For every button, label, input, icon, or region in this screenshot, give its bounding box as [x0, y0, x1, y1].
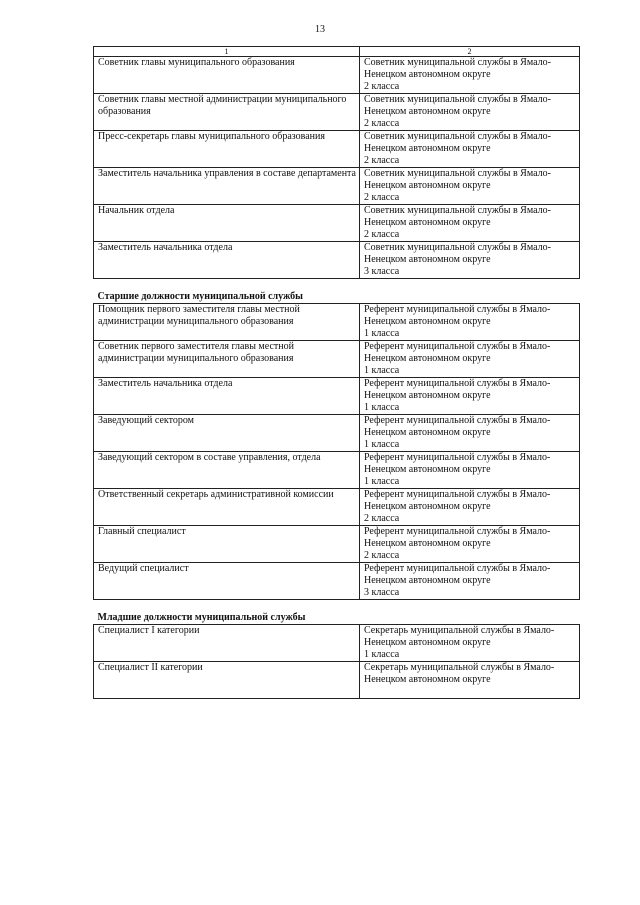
class-grade: 2 класса [364, 118, 400, 129]
class-grade: 2 класса [364, 192, 400, 203]
position-cell: Пресс-секретарь главы муниципального образования [94, 131, 360, 168]
class-grade: 1 класса [364, 439, 400, 450]
rank-cell [360, 415, 580, 452]
rank-text: Советник муниципальной службы в Ямало-Ненецком автономном округе [364, 57, 551, 80]
rank-text: Референт муниципальной службы в Ямало-Ненецком автономном округе [364, 304, 551, 327]
rank-cell [360, 57, 580, 94]
rank-text: Референт муниципальной службы в Ямало-Ненецком автономном округе [364, 341, 551, 364]
rank-cell [360, 452, 580, 489]
position-cell: Помощник первого заместителя главы местной администрации муниципального образования [94, 304, 360, 341]
class-grade: 2 класса [364, 81, 400, 92]
rank-text: Советник муниципальной службы в Ямало-Ненецком автономном округе [364, 131, 551, 154]
rank-cell [360, 131, 580, 168]
section-heading: Старшие должности муниципальной службы [94, 279, 580, 304]
position-cell: Заведующий сектором [94, 415, 360, 452]
class-grade: 3 класса [364, 587, 400, 598]
class-grade: 2 класса [364, 550, 400, 561]
table-row [94, 563, 580, 600]
table-body [94, 57, 580, 699]
class-grade: 3 класса [364, 266, 400, 277]
rank-text: Секретарь муниципальной службы в Ямало-Ненецком автономном округе [364, 625, 555, 648]
rank-cell [360, 304, 580, 341]
table-row [94, 415, 580, 452]
table-row [94, 304, 580, 341]
position-cell: Заместитель начальника отдела [94, 242, 360, 279]
table-row [94, 489, 580, 526]
rank-text: Референт муниципальной службы в Ямало-Ненецком автономном округе [364, 563, 551, 586]
class-grade: 2 класса [364, 155, 400, 166]
class-grade: 1 класса [364, 402, 400, 413]
rank-cell [360, 563, 580, 600]
position-cell: Специалист II категории [94, 662, 360, 699]
rank-cell [360, 205, 580, 242]
section-heading-row [94, 600, 580, 625]
rank-cell [360, 341, 580, 378]
rank-text: Референт муниципальной службы в Ямало-Ненецком автономном округе [364, 452, 551, 475]
rank-cell [360, 94, 580, 131]
column-header: 1 [94, 47, 360, 57]
position-cell: Начальник отдела [94, 205, 360, 242]
column-header-row [94, 47, 580, 57]
rank-text: Референт муниципальной службы в Ямало-Ненецком автономном округе [364, 415, 551, 438]
table-row [94, 452, 580, 489]
position-cell: Советник главы местной администрации муниципального образования [94, 94, 360, 131]
rank-text: Референт муниципальной службы в Ямало-Ненецком автономном округе [364, 526, 551, 549]
position-cell: Заместитель начальника отдела [94, 378, 360, 415]
page-number: 13 [315, 24, 325, 35]
class-grade: 1 класса [364, 649, 400, 660]
position-cell: Ответственный секретарь административной комиссии [94, 489, 360, 526]
class-grade: 2 класса [364, 229, 400, 240]
class-grade: 2 класса [364, 513, 400, 524]
position-cell: Ведущий специалист [94, 563, 360, 600]
table-row [94, 625, 580, 662]
rank-text: Референт муниципальной службы в Ямало-Ненецком автономном округе [364, 489, 551, 512]
rank-cell [360, 168, 580, 205]
rank-text: Советник муниципальной службы в Ямало-Ненецком автономном округе [364, 168, 551, 191]
section-heading-row [94, 279, 580, 304]
table-row [94, 662, 580, 699]
table-row [94, 242, 580, 279]
position-cell: Заместитель начальника управления в составе департамента [94, 168, 360, 205]
class-grade: 1 класса [364, 476, 400, 487]
table-row [94, 205, 580, 242]
positions-table [93, 46, 580, 699]
table-row [94, 168, 580, 205]
position-cell: Специалист I категории [94, 625, 360, 662]
position-cell: Заведующий сектором в составе управления, отдела [94, 452, 360, 489]
position-cell: Советник первого заместителя главы местной администрации муниципального образования [94, 341, 360, 378]
class-grade: 1 класса [364, 328, 400, 339]
position-cell: Советник главы муниципального образования [94, 57, 360, 94]
rank-cell [360, 378, 580, 415]
rank-cell [360, 489, 580, 526]
rank-text: Советник муниципальной службы в Ямало-Ненецком автономном округе [364, 242, 551, 265]
section-heading: Младшие должности муниципальной службы [94, 600, 580, 625]
rank-cell [360, 662, 580, 699]
rank-text: Советник муниципальной службы в Ямало-Ненецком автономном округе [364, 94, 551, 117]
position-cell: Главный специалист [94, 526, 360, 563]
rank-cell [360, 526, 580, 563]
class-grade: 1 класса [364, 365, 400, 376]
table-row [94, 378, 580, 415]
table-row [94, 94, 580, 131]
table-row [94, 526, 580, 563]
rank-text: Советник муниципальной службы в Ямало-Ненецком автономном округе [364, 205, 551, 228]
table-row [94, 57, 580, 94]
table-row [94, 131, 580, 168]
column-header: 2 [360, 47, 580, 57]
rank-text: Референт муниципальной службы в Ямало-Ненецком автономном округе [364, 378, 551, 401]
rank-cell [360, 625, 580, 662]
table-row [94, 341, 580, 378]
rank-cell [360, 242, 580, 279]
rank-text: Секретарь муниципальной службы в Ямало-Ненецком автономном округе [364, 662, 555, 685]
